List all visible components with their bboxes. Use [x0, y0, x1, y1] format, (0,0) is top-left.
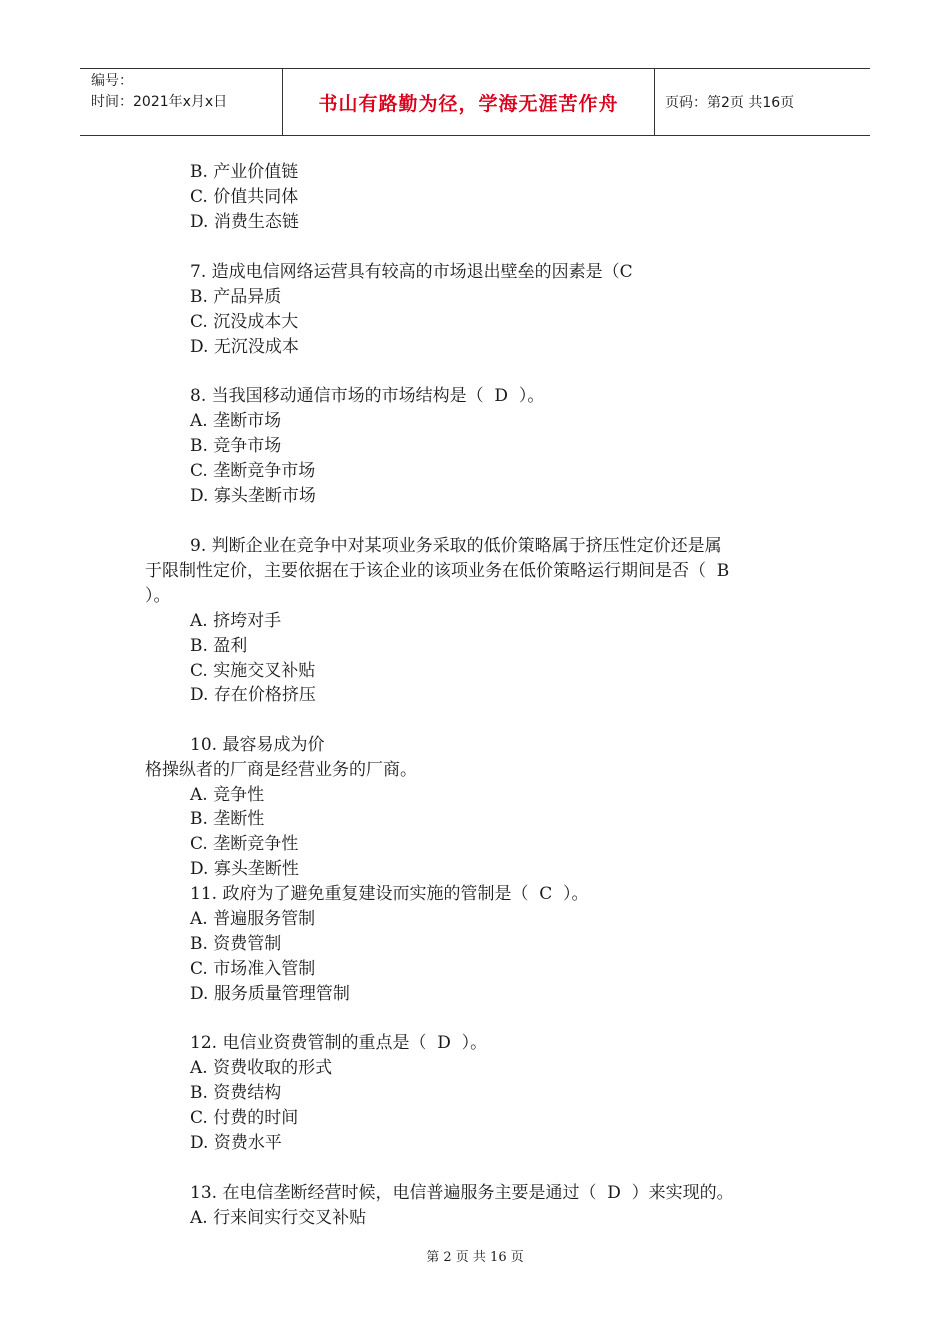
document-time-label: 时间：2021年x月x日	[91, 94, 228, 110]
option-line: D. 存在价格挤压	[190, 685, 316, 705]
question-line: 9. 判断企业在竞争中对某项业务采取的低价策略属于挤压性定价还是属	[190, 536, 722, 556]
header-motto: 书山有路勤为径，学海无涯苦作舟	[283, 69, 655, 135]
page-footer: 第 2 页 共 16 页	[426, 1250, 524, 1265]
option-line: A. 垄断市场	[190, 411, 282, 431]
option-line: D. 消费生态链	[190, 212, 299, 232]
option-line: D. 寡头垄断性	[190, 859, 299, 879]
option-line: B. 资费管制	[190, 934, 282, 954]
option-line: B. 产品异质	[190, 287, 282, 307]
question-line: 11. 政府为了避免重复建设而实施的管制是（ C ）。	[190, 884, 589, 904]
option-line: B. 盈利	[190, 636, 248, 656]
option-line: D. 无沉没成本	[190, 337, 299, 357]
option-line: D. 服务质量管理管制	[190, 984, 350, 1004]
question-line: ）。	[145, 586, 171, 606]
option-line: D. 资费水平	[190, 1133, 282, 1153]
document-number-label: 编号：	[91, 73, 133, 89]
question-line: 10. 最容易成为价	[190, 735, 325, 755]
question-line: 12. 电信业资费管制的重点是（ D ）。	[190, 1033, 488, 1053]
option-line: C. 价值共同体	[190, 187, 299, 207]
option-line: C. 市场准入管制	[190, 959, 316, 979]
option-line: B. 竞争市场	[190, 436, 282, 456]
question-line: 格操纵者的厂商是经营业务的厂商。	[145, 760, 417, 780]
option-line: B. 垄断性	[190, 809, 265, 829]
question-line: 8. 当我国移动通信市场的市场结构是（ D ）。	[190, 386, 545, 406]
option-line: A. 行来间实行交叉补贴	[190, 1208, 367, 1228]
option-line: A. 挤垮对手	[190, 611, 282, 631]
question-line: 7. 造成电信网络运营具有较高的市场退出壁垒的因素是（C	[190, 262, 633, 282]
option-line: A. 竞争性	[190, 785, 265, 805]
option-line: D. 寡头垄断市场	[190, 486, 316, 506]
question-line: 13. 在电信垄断经营时候，电信普遍服务主要是通过（ D ）来实现的。	[190, 1183, 734, 1203]
header-page-info: 页码：第2页 共16页	[665, 95, 795, 111]
option-line: B. 资费结构	[190, 1083, 282, 1103]
option-line: C. 付费的时间	[190, 1108, 299, 1128]
option-line: C. 沉没成本大	[190, 312, 299, 332]
option-line: C. 实施交叉补贴	[190, 661, 316, 681]
option-line: C. 垄断竞争性	[190, 834, 299, 854]
option-line: A. 资费收取的形式	[190, 1058, 333, 1078]
option-line: B. 产业价值链	[190, 162, 299, 182]
option-line: A. 普遍服务管制	[190, 909, 316, 929]
question-line: 于限制性定价，主要依据在于该企业的该项业务在低价策略运行期间是否（ B	[145, 561, 730, 581]
option-line: C. 垄断竞争市场	[190, 461, 316, 481]
